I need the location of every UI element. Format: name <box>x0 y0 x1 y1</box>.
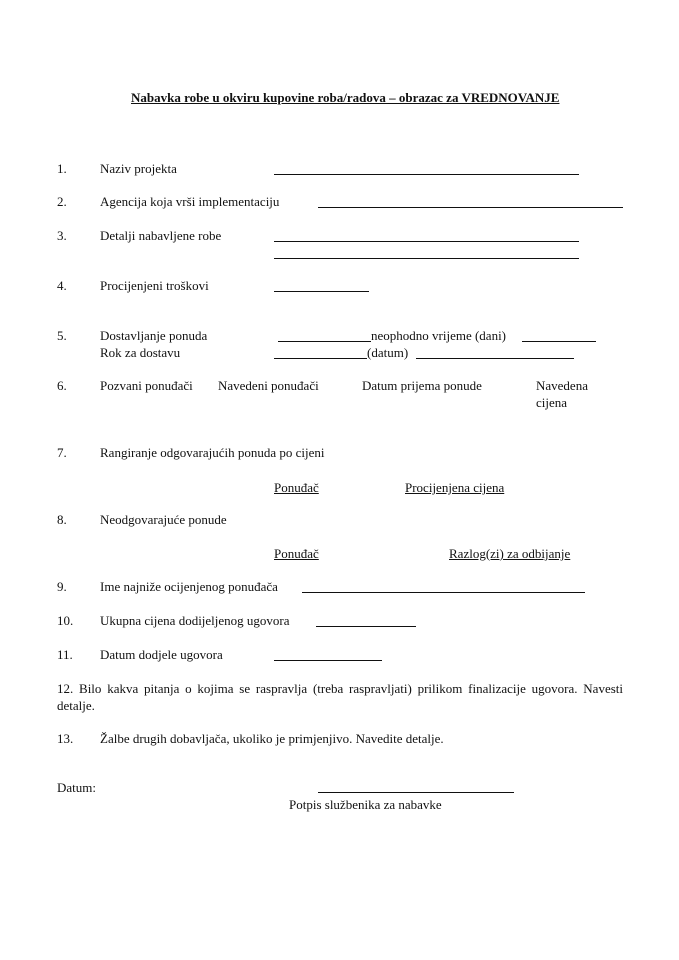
implementing-agency-field[interactable] <box>318 207 623 208</box>
item-4-number: 4. <box>57 278 67 293</box>
item-8-number: 8. <box>57 512 67 527</box>
item-7-label: Rangiranje odgovarajućih ponuda po cijeni <box>100 445 325 460</box>
item-13-label: Žalbe drugih dobavljača, ukoliko je primjenjivo. Navedite detalje. <box>100 731 444 746</box>
item-13-number: 13. <box>57 731 74 746</box>
quoted-price-header-2: cijena <box>536 395 568 410</box>
item-11-label: Datum dodjele ugovora <box>100 647 223 662</box>
signature-field[interactable] <box>318 792 514 793</box>
goods-details-field-2[interactable] <box>274 258 579 259</box>
estimated-costs-field[interactable] <box>274 291 369 292</box>
item-10-number: 10. <box>57 613 74 628</box>
item-5-label: Dostavljanje ponuda <box>100 328 208 343</box>
item-8-label: Neodgovarajuće ponude <box>100 512 227 527</box>
item-4-label: Procijenjeni troškovi <box>100 278 209 293</box>
deadline-field[interactable] <box>274 358 367 359</box>
ranking-estimated-price-header: Procijenjena cijena <box>405 480 505 495</box>
signature-label: Potpis službenika za nabavke <box>289 797 442 812</box>
item-6-label: Pozvani ponuđači <box>100 378 193 393</box>
rejection-reason-header: Razlog(zi) za odbijanje <box>449 546 571 561</box>
project-name-field[interactable] <box>274 174 579 175</box>
item-3-number: 3. <box>57 228 67 243</box>
rejected-bidder-header: Ponuđač <box>274 546 319 561</box>
contract-price-field[interactable] <box>316 626 416 627</box>
listed-bidders-header: Navedeni ponuđači <box>218 378 319 393</box>
item-9-number: 9. <box>57 579 67 594</box>
item-3-label: Detalji nabavljene robe <box>100 228 222 243</box>
item-5-number: 5. <box>57 328 67 343</box>
item-2-number: 2. <box>57 194 67 209</box>
ranking-bidder-header: Ponuđač <box>274 480 319 495</box>
item-9-label: Ime najniže ocijenjenog ponuđača <box>100 579 278 594</box>
item-10-label: Ukupna cijena dodijeljenog ugovora <box>100 613 290 628</box>
item-7-number: 7. <box>57 445 67 460</box>
date-received-header: Datum prijema ponude <box>362 378 482 393</box>
item-5-deadline-label: Rok za dostavu <box>100 345 181 360</box>
item-12-text: 12. Bilo kakva pitanja o kojima se raspravlja (treba raspravljati) prilikom finalizacije ugovora. Navesti detalje. <box>57 681 623 713</box>
required-time-label: neophodno vrijeme (dani) <box>371 328 507 343</box>
item-6-number: 6. <box>57 378 67 393</box>
deadline-date-field[interactable] <box>416 358 574 359</box>
item-1-number: 1. <box>57 161 67 176</box>
quoted-price-header-1: Navedena <box>536 378 588 393</box>
bid-submission-field[interactable] <box>278 341 371 342</box>
item-11-number: 11. <box>57 647 73 662</box>
deadline-date-label: (datum) <box>367 345 409 360</box>
form-title: Nabavka robe u okviru kupovine roba/radova – obrazac za VREDNOVANJE <box>131 90 560 105</box>
item-1-label: Naziv projekta <box>100 161 177 176</box>
required-time-days-field[interactable] <box>522 341 596 342</box>
date-label: Datum: <box>57 780 96 795</box>
goods-details-field-1[interactable] <box>274 241 579 242</box>
item-2-label: Agencija koja vrši implementaciju <box>100 194 280 209</box>
lowest-bidder-field[interactable] <box>302 592 585 593</box>
award-date-field[interactable] <box>274 660 382 661</box>
